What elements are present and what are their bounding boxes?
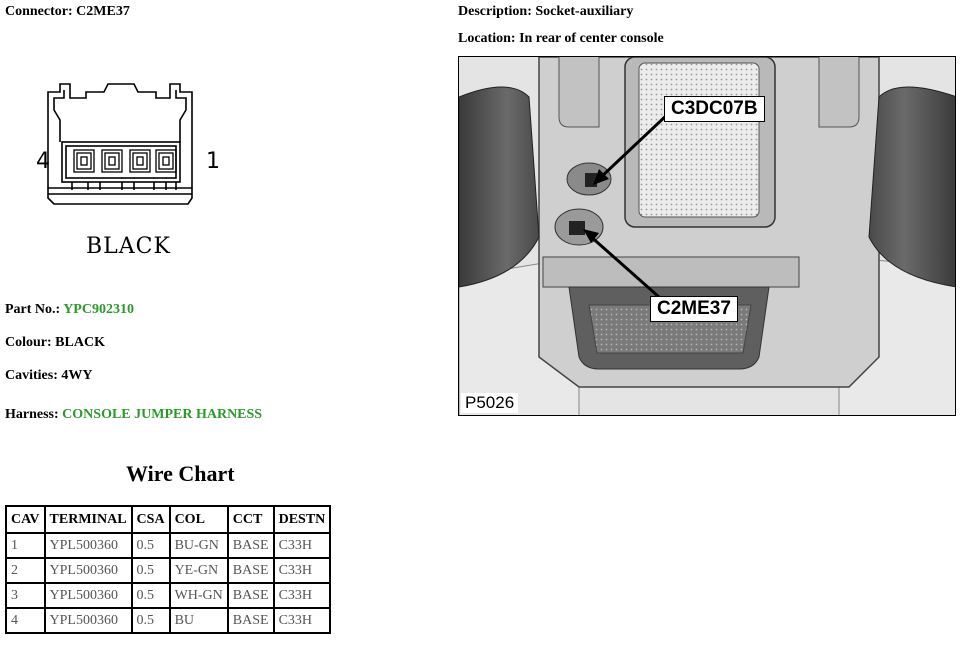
cell-destn: C33H (274, 558, 331, 583)
connector-line (5, 4, 130, 20)
colour-value: BLACK (55, 335, 105, 350)
part-no-value: YPC902310 (63, 302, 134, 317)
header-terminal: TERMINAL (45, 506, 132, 533)
cell-cav: 2 (6, 558, 45, 583)
description-label: Description: (458, 4, 532, 19)
header-csa: CSA (132, 506, 170, 533)
table-row (6, 558, 330, 583)
harness-value: CONSOLE JUMPER HARNESS (62, 407, 263, 422)
colour-line (5, 335, 105, 351)
table-row (6, 583, 330, 608)
cell-cav: 1 (6, 533, 45, 558)
wire-chart-title: Wire Chart (126, 461, 235, 486)
harness-line (5, 407, 262, 423)
cell-col: YE-GN (170, 558, 228, 583)
cell-destn: C33H (274, 533, 331, 558)
cell-destn: C33H (274, 608, 331, 633)
cell-cct: BASE (228, 583, 274, 608)
connector-colour-caption: BLACK (86, 234, 171, 259)
cell-csa: 0.5 (132, 583, 170, 608)
cell-csa: 0.5 (132, 608, 170, 633)
connector-value: C2ME37 (76, 4, 130, 19)
cell-cct: BASE (228, 608, 274, 633)
connector-location-illustration (458, 56, 956, 416)
cell-cct: BASE (228, 558, 274, 583)
part-no-line (5, 302, 134, 318)
part-no-label: Part No.: (5, 302, 61, 317)
cell-terminal: YPL500360 (45, 608, 132, 633)
header-destn: DESTN (274, 506, 331, 533)
callout-c3dc07b: C3DC07B (664, 96, 765, 122)
location-label: Location: (458, 31, 516, 46)
pin-number-left: 4 (36, 149, 50, 174)
pin-number-right: 1 (206, 149, 220, 174)
cell-terminal: YPL500360 (45, 558, 132, 583)
description-value: Socket-auxiliary (535, 4, 634, 19)
cell-cav: 4 (6, 608, 45, 633)
photo-reference-number: P5026 (461, 393, 518, 413)
location-line (458, 31, 664, 47)
location-value: In rear of center console (519, 31, 664, 46)
cell-col: WH-GN (170, 583, 228, 608)
cell-destn: C33H (274, 583, 331, 608)
cavities-value: 4WY (61, 368, 93, 383)
wire-chart-table (5, 505, 331, 634)
cell-cct: BASE (228, 533, 274, 558)
colour-label: Colour: (5, 335, 52, 350)
cell-csa: 0.5 (132, 558, 170, 583)
cell-terminal: YPL500360 (45, 583, 132, 608)
description-line (458, 4, 633, 20)
table-row (6, 608, 330, 633)
cell-cav: 3 (6, 583, 45, 608)
header-col: COL (170, 506, 228, 533)
cell-terminal: YPL500360 (45, 533, 132, 558)
cell-csa: 0.5 (132, 533, 170, 558)
callout-c2me37: C2ME37 (650, 296, 738, 322)
harness-label: Harness: (5, 407, 59, 422)
header-cav: CAV (6, 506, 45, 533)
table-header-row (6, 506, 330, 533)
cell-col: BU (170, 608, 228, 633)
cavities-label: Cavities: (5, 368, 58, 383)
connector-label: Connector: (5, 4, 73, 19)
cavities-line (5, 368, 93, 384)
connector-face-diagram (30, 80, 230, 230)
header-cct: CCT (228, 506, 274, 533)
table-row (6, 533, 330, 558)
cell-col: BU-GN (170, 533, 228, 558)
